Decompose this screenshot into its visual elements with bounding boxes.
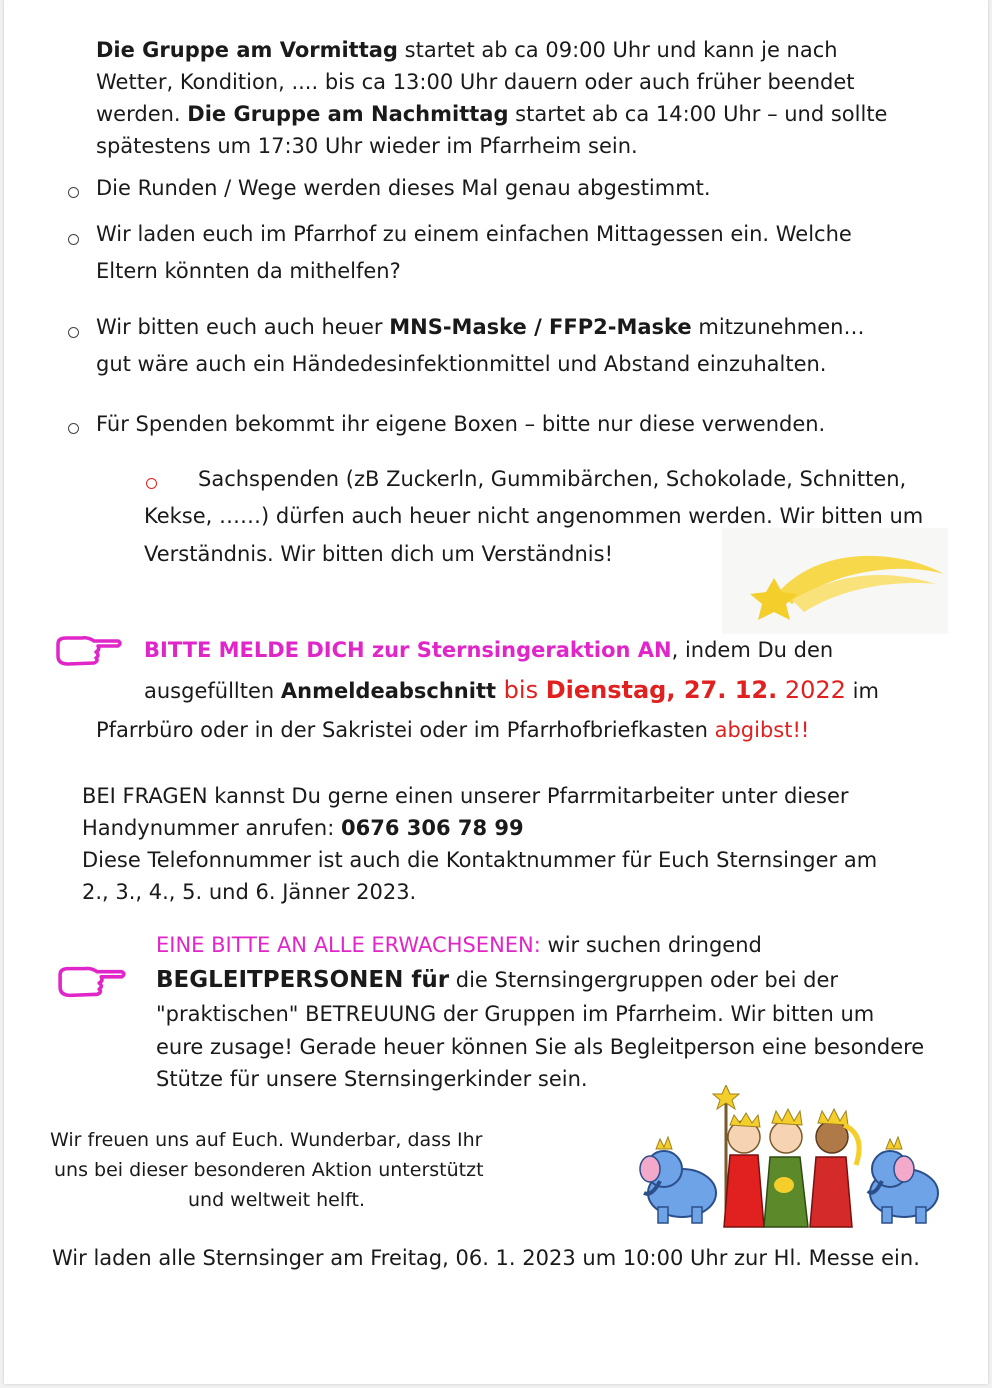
para1-line2: Wetter, Kondition, .... bis ca 13:00 Uhr dauern oder auch früher beendet [96, 70, 855, 94]
register-line3: Pfarrbüro oder in der Sakristei oder im Pfarrhofbriefkasten abgibst!! [96, 718, 810, 742]
sub-bullet-line3: Verständnis. Wir bitten dich um Verständnis! [144, 542, 614, 566]
adults-line4: eure zusage! Gerade heuer können Sie als Begleitperson eine besondere [156, 1035, 925, 1059]
register-line2: ausgefüllten Anmeldeabschnitt bis Dienstag, 27. 12. 2022 im [144, 676, 879, 704]
bullet4-text: Für Spenden bekommt ihr eigene Boxen – bitte nur diese verwenden. [96, 412, 826, 436]
thanks-line1: Wir freuen uns auf Euch. Wunderbar, dass Ihr [50, 1129, 483, 1151]
phone-number: 0676 306 78 99 [340, 816, 524, 840]
bullet-icon [68, 423, 79, 434]
document-page [4, 0, 988, 1384]
bullet1-text: Die Runden / Wege werden dieses Mal genau abgestimmt. [96, 176, 711, 200]
pointing-hand-icon [56, 964, 128, 1000]
thanks-line3: und weltweit helft. [188, 1189, 365, 1211]
questions-line4: 2., 3., 4., 5. und 6. Jänner 2023. [82, 880, 417, 904]
thanks-line2: uns bei dieser besonderen Aktion unterstützt [54, 1159, 484, 1181]
sub-bullet-line2: Kekse, ……) dürfen auch heuer nicht angenommen werden. Wir bitten um [144, 504, 924, 528]
mass-invitation: Wir laden alle Sternsinger am Freitag, 06. 1. 2023 um 10:00 Uhr zur Hl. Messe ein. [52, 1246, 920, 1270]
bullet-icon [68, 187, 79, 198]
shooting-star-image [722, 528, 948, 634]
bullet3-line1: Wir bitten euch auch heuer MNS-Maske / FFP2-Maske mitzunehmen… [96, 315, 865, 339]
register-line1: BITTE MELDE DICH zur Sternsingeraktion AN, indem Du den [144, 638, 834, 662]
questions-line3: Diese Telefonnummer ist auch die Kontaktnummer für Euch Sternsinger am [82, 848, 878, 872]
sub-bullet-icon [146, 478, 157, 489]
star-singers-illustration [634, 1085, 946, 1235]
para1-line1: Die Gruppe am Vormittag startet ab ca 09:00 Uhr und kann je nach [96, 38, 838, 62]
bullet3-line2: gut wäre auch ein Händedesinfektionmittel und Abstand einzuhalten. [96, 352, 827, 376]
sub-bullet-line1: Sachspenden (zB Zuckerln, Gummibärchen, Schokolade, Schnitten, [198, 467, 907, 491]
para1-line3: werden. Die Gruppe am Nachmittag startet ab ca 14:00 Uhr – und sollte [96, 102, 888, 126]
adults-line5: Stütze für unsere Sternsingerkinder sein. [156, 1067, 588, 1091]
adults-line1: EINE BITTE AN ALLE ERWACHSENEN: wir suchen dringend [156, 933, 762, 957]
questions-line2: Handynummer anrufen: 0676 306 78 99 [82, 816, 524, 840]
bullet-icon [68, 234, 79, 245]
pointing-hand-icon [54, 634, 124, 668]
adults-line3: "praktischen" BETREUUNG der Gruppen im Pfarrheim. Wir bitten um [156, 1002, 875, 1026]
questions-line1: BEI FRAGEN kannst Du gerne einen unserer Pfarrmitarbeiter unter dieser [82, 784, 849, 808]
adults-line2: BEGLEITPERSONEN für die Sternsingergruppen oder bei der [156, 967, 839, 993]
bullet2-line1: Wir laden euch im Pfarrhof zu einem einfachen Mittagessen ein. Welche [96, 222, 852, 246]
bullet2-line2: Eltern könnten da mithelfen? [96, 259, 401, 283]
bullet-icon [68, 327, 79, 338]
para1-line4: spätestens um 17:30 Uhr wieder im Pfarrheim sein. [96, 134, 638, 158]
